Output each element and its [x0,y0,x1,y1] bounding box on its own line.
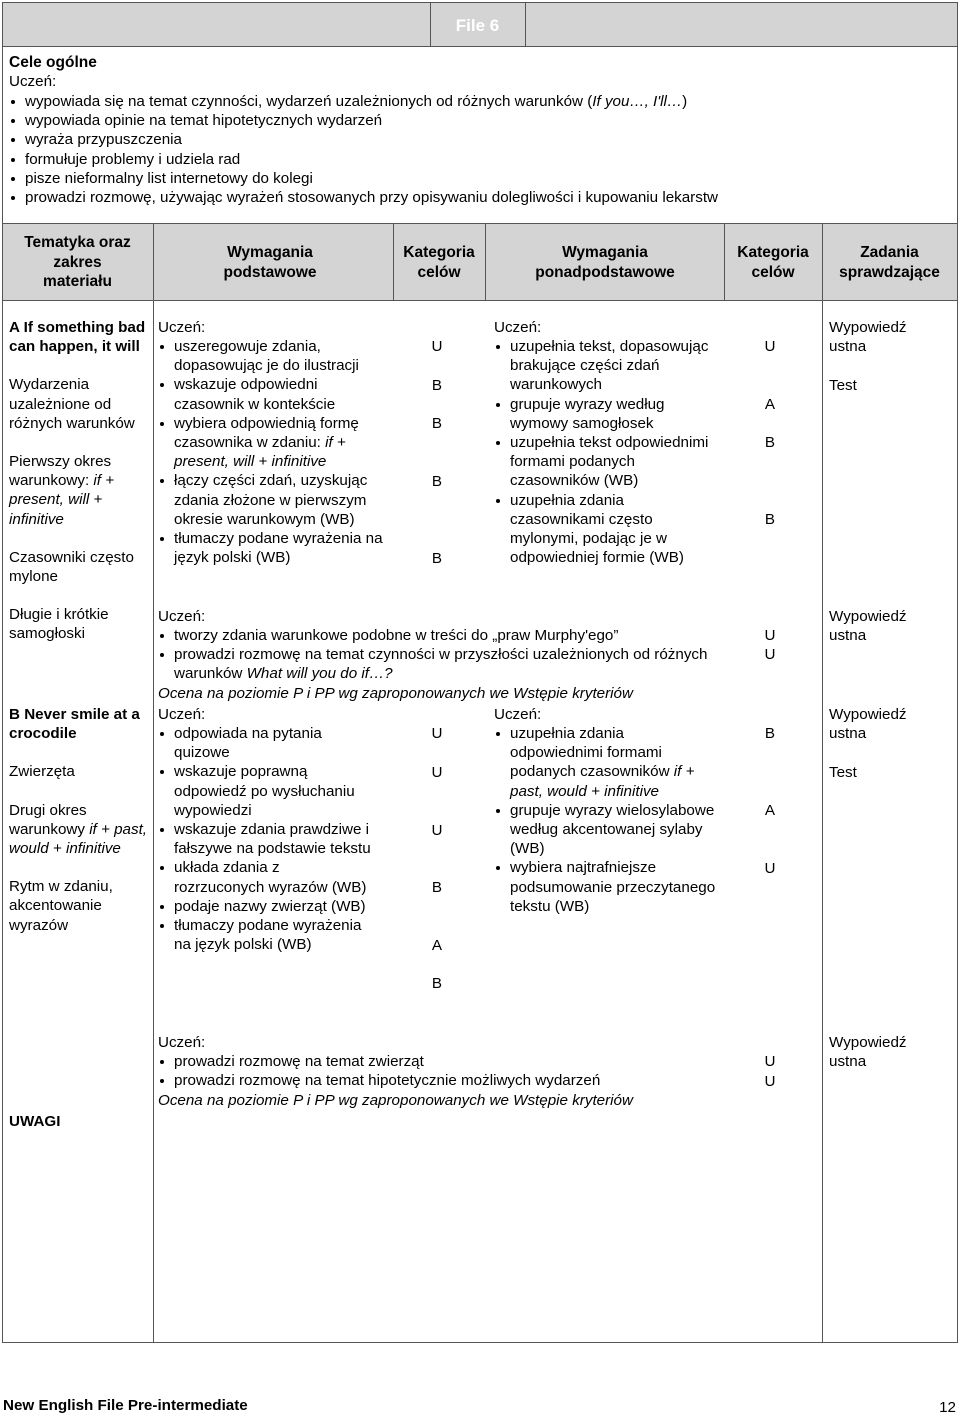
goal-item: wypowiada się na temat czynności, wydarzeń uzależnionych od różnych warunków (If you…, I'll…) [9,92,939,111]
category-mark: U [431,764,443,781]
section-b-topic-2: Drugi okres warunkowy if + past, would + infinitive [9,801,148,858]
section-b-advanced-list [494,724,719,916]
section-a-title: A If something bad can happen, it will [9,319,146,356]
category-mark: U [764,627,776,644]
section-a-task-1: Wypowiedź ustna [829,319,907,356]
list-item: wskazuje odpowiedni czasownik w kontekście [158,375,383,413]
list-item: podaje nazwy zwierząt (WB) [158,897,373,916]
goals-subject: Uczeń: [9,73,57,90]
list-item: grupuje wyrazy według wymowy samogłosek [494,395,709,433]
goals-list [9,92,939,207]
footer-book-title: New English File Pre-intermediate [3,1397,248,1414]
category-mark: B [431,550,443,567]
list-item: tłumaczy podane wyrażenia na język polski (WB) [158,529,383,567]
header-advanced: Wymagania ponadpodstawowe [535,244,675,281]
category-mark: U [764,338,776,355]
list-item: tłumaczy podane wyrażenia na język polski (WB) [158,916,373,954]
category-mark: U [764,860,776,877]
list-item: prowadzi rozmowę na temat czynności w przyszłości uzależnionych od różnych warunków What will you do if…? [158,645,713,683]
category-mark: U [764,1073,776,1090]
category-mark: A [431,937,443,954]
header-category-1: Kategoria celów [403,244,475,281]
notes-label: UWAGI [9,1113,61,1130]
section-b-basic-list [158,724,373,954]
category-mark: U [431,338,443,355]
category-mark: A [764,396,776,413]
footer-page-number: 12 [939,1399,956,1416]
list-item: układa zdania z rozrzuconych wyrazów (WB) [158,858,373,896]
section-a-topic-2: Pierwszy okres warunkowy: if + present, will + infinitive [9,453,115,528]
section-a-topic-4: Długie i krótkie samogłoski [9,606,109,643]
section-a-basic-list [158,337,383,567]
list-item: uszeregowuje zdania, dopasowując je do ilustracji [158,337,383,375]
list-item: łączy części zdań, uzyskując zdania złożone w pierwszym okresie warunkowym (WB) [158,471,383,529]
goal-item: prowadzi rozmowę, używając wyrażeń stosowanych przy opisywaniu dolegliwości i kupowaniu lekarstw [9,188,939,207]
section-a-basic-intro: Uczeń: [158,319,206,336]
goal-item: pisze nieformalny list internetowy do kolegi [9,169,939,188]
list-item: uzupełnia zdania czasownikami często mylonymi, podając je w odpowiedniej formie (WB) [494,491,709,568]
category-mark: B [764,511,776,528]
section-b-adv-intro: Uczeń: [494,706,542,723]
section-a-adv-intro: Uczeń: [494,319,542,336]
list-item: prowadzi rozmowę na temat hipotetycznie możliwych wydarzeń [158,1071,713,1090]
category-mark: U [764,1053,776,1070]
list-item: prowadzi rozmowę na temat zwierząt [158,1052,713,1071]
list-item: uzupełnia tekst odpowiednimi formami podanych czasowników (WB) [494,433,709,491]
goal-item: formułuje problemy i udziela rad [9,150,939,169]
category-mark: B [764,725,776,742]
category-mark: B [431,377,443,394]
goal-item: wyraża przypuszczenia [9,130,939,149]
section-a-topic-1: Wydarzenia uzależnione od różnych warunków [9,376,135,432]
section-b-topic [9,705,149,935]
list-item: wskazuje poprawną odpowiedź po wysłuchaniu wypowiedzi [158,762,373,820]
category-mark: B [431,473,443,490]
goal-item: wypowiada opinie na temat hipotetycznych wydarzeń [9,111,939,130]
list-item: wskazuje zdania prawdziwe i fałszywe na podstawie tekstu [158,820,373,858]
section-b-speaking-list [158,1052,713,1090]
section-a-advanced-list [494,337,709,567]
list-item: grupuje wyrazy wielosylabowe według akcentowanej sylaby (WB) [494,801,719,859]
section-a-speaking-list [158,626,713,684]
section-b-basic-intro: Uczeń: [158,706,206,723]
section-a-speaking-intro: Uczeń: [158,608,206,625]
section-b-speaking-intro: Uczeń: [158,1034,206,1051]
section-a-topic [9,318,149,644]
section-a-speaking-note: Ocena na poziomie P i PP wg zaproponowanych we Wstępie kryteriów [158,685,633,702]
list-item: uzupełnia tekst, dopasowując brakujące części zdań warunkowych [494,337,709,395]
list-item: uzupełnia zdania odpowiednimi formami podanych czasowników if + past, would + infinitive [494,724,719,801]
list-item: tworzy zdania warunkowe podobne w treści do „praw Murphy'ego” [158,626,713,645]
section-b-speaking-task: Wypowiedź ustna [829,1034,907,1071]
header-basic: Wymagania podstawowe [223,244,317,281]
category-mark: U [431,725,443,742]
section-b-task-2: Test [829,764,857,781]
goals-title: Cele ogólne [9,54,97,71]
header-topic: Tematyka oraz zakres materiału [24,234,131,290]
section-b-task-1: Wypowiedź ustna [829,706,907,743]
list-item: wybiera odpowiednią formę czasownika w zdaniu: if + present, will + infinitive [158,414,383,472]
section-b-topic-3: Rytm w zdaniu, akcentowanie wyrazów [9,878,113,934]
category-mark: U [764,646,776,663]
section-b-title: B Never smile at a crocodile [9,706,140,743]
section-a-speaking-task: Wypowiedź ustna [829,608,907,645]
category-mark: A [764,802,776,819]
list-item: odpowiada na pytania quizowe [158,724,373,762]
category-mark: U [431,822,443,839]
category-mark: B [431,415,443,432]
category-mark: B [764,434,776,451]
section-a-topic-3: Czasowniki często mylone [9,548,134,586]
section-b-topic-1: Zwierzęta [9,763,75,781]
category-mark: B [431,975,443,992]
category-mark: B [431,879,443,896]
list-item: wybiera najtrafniejsze podsumowanie przeczytanego tekstu (WB) [494,858,719,916]
header-category-2: Kategoria celów [737,244,809,281]
section-a-task-2: Test [829,377,857,394]
header-tasks: Zadania sprawdzające [839,244,940,281]
file-label: File 6 [455,16,500,35]
section-b-speaking-note: Ocena na poziomie P i PP wg zaproponowanych we Wstępie kryteriów [158,1092,633,1109]
